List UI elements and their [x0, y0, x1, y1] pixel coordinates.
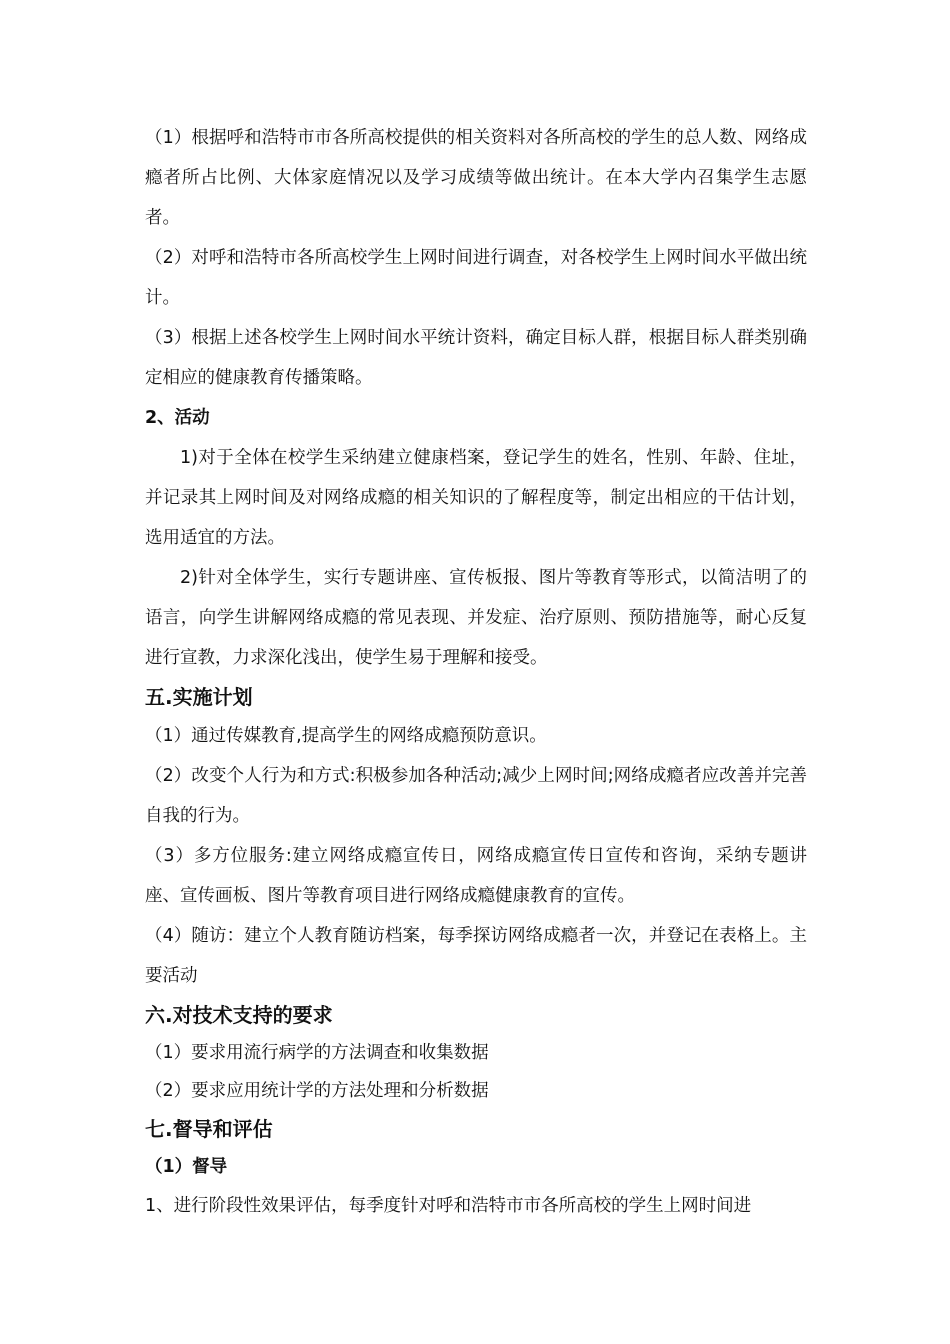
paragraph-activity-2: 2)针对全体学生，实行专题讲座、宣传板报、图片等教育等形式，以简洁明了的语言，向学生讲解网络成瘾的常见表现、并发症、治疗原则、预防措施等，耐心反复进行宣教，力求深化浅出，使学生易于理解和接受。 [145, 568, 807, 668]
implementation-item-4: （4）随访：建立个人教育随访档案，每季探访网络成瘾者一次，并登记在表格上。主要活动 [145, 926, 807, 986]
technical-item-1: （1）要求用流行病学的方法调查和收集数据 [145, 1043, 489, 1063]
paragraph-activity-1: 1)对于全体在校学生采纳建立健康档案，登记学生的姓名，性别、年龄、住址，并记录其上网时间及对网络成瘾的相关知识的了解程度等，制定出相应的干估计划，选用适宜的方法。 [145, 448, 807, 548]
implementation-item-1: （1）通过传媒教育,提高学生的网络成瘾预防意识。 [145, 726, 547, 746]
technical-item-2: （2）要求应用统计学的方法处理和分析数据 [145, 1081, 489, 1101]
heading-activity: 2、活动 [145, 408, 210, 428]
document-page [145, 118, 807, 1226]
implementation-item-2: （2）改变个人行为和方式:积极参加各种活动;减少上网时间;网络成瘾者应改善并完善自我的行为。 [145, 766, 807, 826]
section-heading-implementation: 五.实施计划 [145, 685, 253, 709]
paragraph-data-collection: （1）根据呼和浩特市市各所高校提供的相关资料对各所高校的学生的总人数、网络成瘾者所占比例、大体家庭情况以及学习成绩等做出统计。在本大学内召集学生志愿者。 [145, 128, 807, 228]
subheading-supervision: （1）督导 [145, 1157, 228, 1177]
section-heading-technical-support: 六.对技术支持的要求 [145, 1003, 333, 1027]
paragraph-supervision-1: 1、进行阶段性效果评估，每季度针对呼和浩特市市各所高校的学生上网时间进 [145, 1196, 752, 1216]
paragraph-target-group: （3）根据上述各校学生上网时间水平统计资料，确定目标人群，根据目标人群类别确定相应的健康教育传播策略。 [145, 328, 807, 388]
paragraph-internet-time-survey: （2）对呼和浩特市各所高校学生上网时间进行调查，对各校学生上网时间水平做出统计。 [145, 248, 807, 308]
implementation-item-3: （3）多方位服务:建立网络成瘾宣传日，网络成瘾宣传日宣传和咨询，采纳专题讲座、宣传画板、图片等教育项目进行网络成瘾健康教育的宣传。 [145, 846, 807, 906]
section-heading-supervision: 七.督导和评估 [145, 1117, 273, 1141]
